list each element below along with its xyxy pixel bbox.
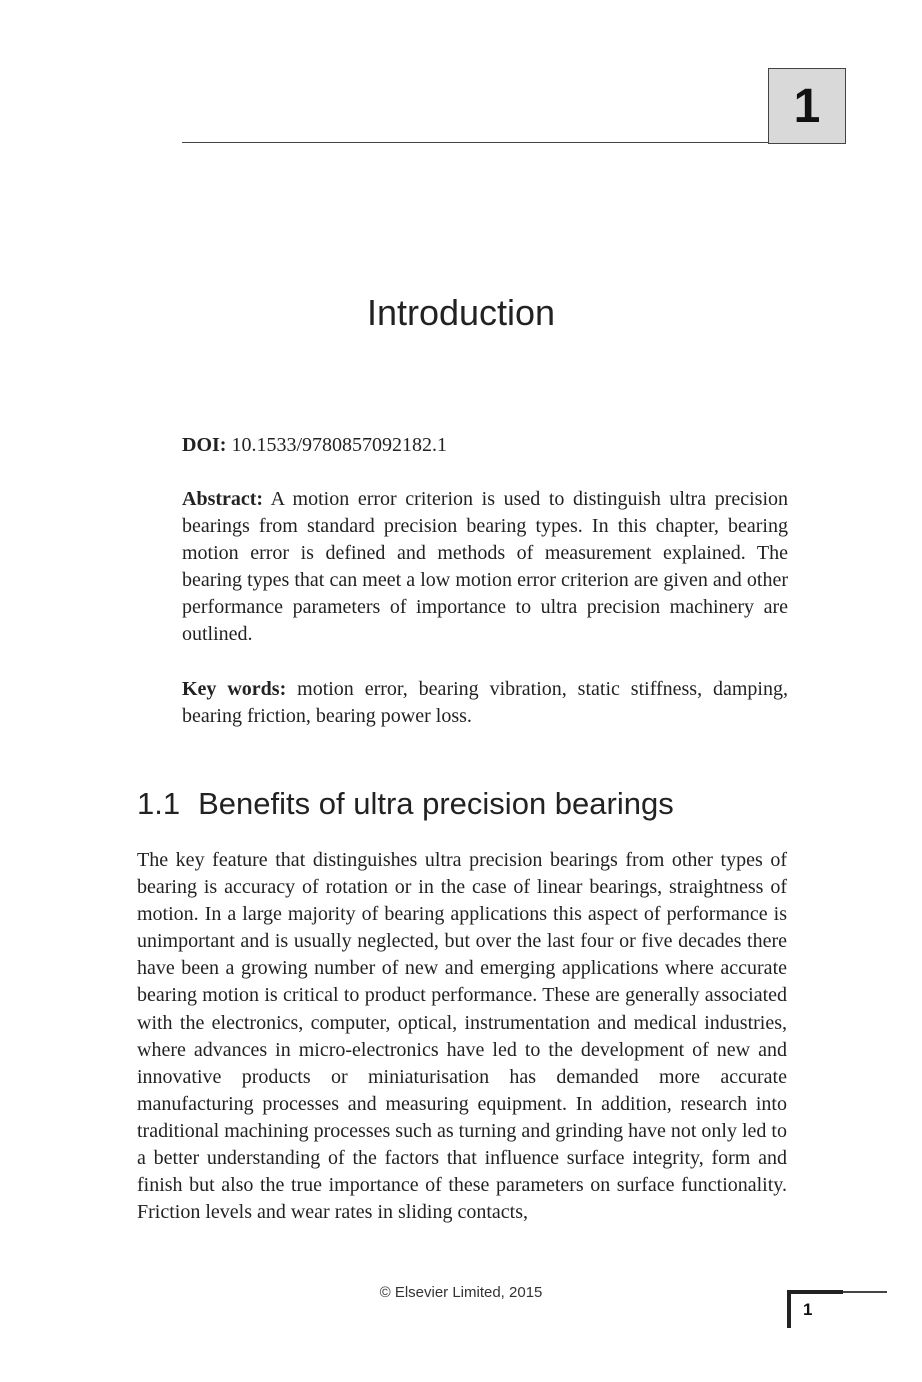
chapter-title: Introduction — [366, 292, 556, 333]
page-number: 1 — [803, 1300, 813, 1319]
chapter-number-box — [768, 68, 846, 144]
corner-thin-rule — [843, 1291, 887, 1293]
section-body-paragraph: The key feature that distinguishes ultra precision bearings from other types of bearing is accuracy of rotation or in the case of linear bearings, straightness of motion. In a large majority of bearing applications this aspect of performance is unimportant and is usually neglected, but over the last four or five decades there have been a growing number of new and emerging applications where accurate bearing motion is critical to product performance. These are generally associated with the electronics, computer, optical, instrumentation and medical industries, where advances in micro-electronics have led to the development of new and innovative products or miniaturisation has demanded more accurate manufacturing processes and measuring equipment. In addition, research into traditional machining processes such as turning and grinding have not only led to a better understanding of the factors that influence surface integrity, form and finish but also the true importance of these parameters on surface functionality. Friction levels and wear rates in sliding contacts, — [137, 849, 787, 1224]
corner-vertical-rule — [787, 1290, 791, 1328]
chapter-header-rule — [182, 142, 770, 143]
page-number-corner — [787, 1290, 887, 1330]
keywords-paragraph — [182, 676, 788, 730]
abstract-label: Abstract: — [182, 488, 264, 510]
doi-value: 10.1533/9780857092182.1 — [231, 434, 448, 456]
abstract-paragraph — [182, 486, 788, 648]
section-number: 1.1 — [137, 786, 181, 821]
abstract-text: A motion error criterion is used to distinguish ultra precision bearings from standard precision bearing types. In this chapter, bearing motion error is defined and methods of measurement explained. The bearing types that can meet a low motion error criterion are given and other performance parameters of importance to ultra precision machinery are outlined. — [182, 488, 789, 645]
corner-horizontal-rule — [787, 1290, 843, 1294]
copyright-notice: © Elsevier Limited, 2015 — [379, 1284, 543, 1301]
section-title: Benefits of ultra precision bearings — [198, 786, 674, 821]
chapter-number: 1 — [793, 79, 821, 133]
keywords-label: Key words: — [182, 678, 298, 700]
section-heading — [137, 786, 674, 822]
doi-line — [182, 432, 788, 459]
doi-label: DOI: — [182, 434, 227, 456]
keywords-text: motion error, bearing vibration, static stiffness, damping, bearing friction, bearing power loss. — [182, 678, 788, 727]
